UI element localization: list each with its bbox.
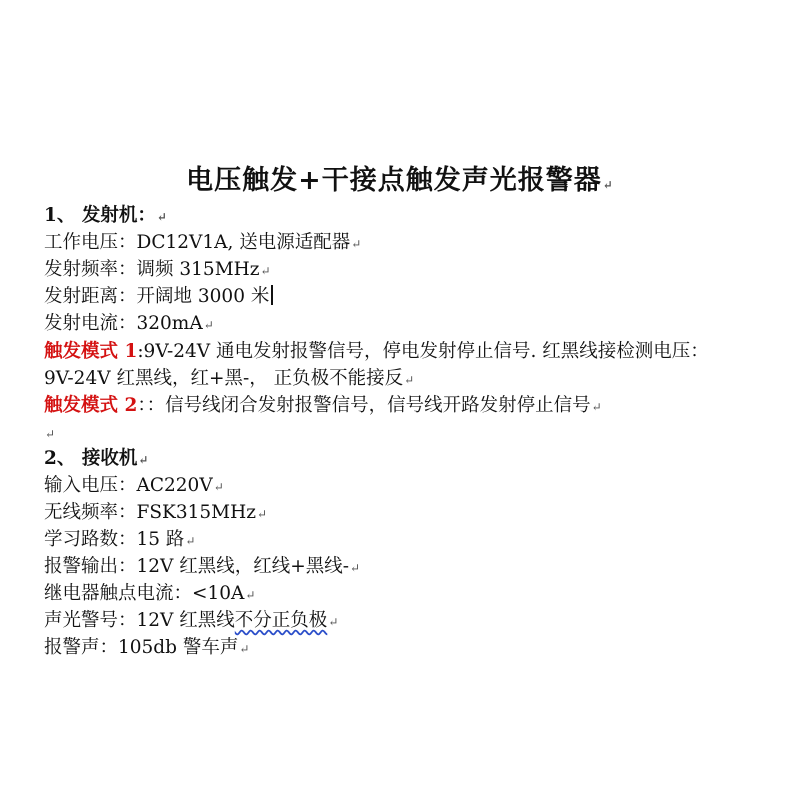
- receiver-siren: 声光警号：12V 红黑线不分正负极↵: [44, 610, 339, 631]
- paragraph-mark-icon: ↵: [404, 373, 415, 387]
- paragraph-mark-icon: ↵: [245, 588, 256, 602]
- trigger-mode-1-continued: 9V-24V 红黑线，红+黑-， 正负极不能接反↵: [44, 368, 415, 389]
- trigger-mode-2: 触发模式 2：：信号线闭合发射报警信号，信号线开路发射停止信号↵: [44, 395, 602, 416]
- paragraph-mark-icon: ↵: [602, 178, 614, 192]
- receiver-channels: 学习路数：15 路↵: [44, 529, 196, 550]
- paragraph-mark-icon: ↵: [45, 427, 56, 441]
- paragraph-mark-icon: ↵: [351, 237, 362, 251]
- paragraph-mark-icon: ↵: [591, 400, 602, 414]
- receiver-alarm-sound: 报警声：105db 警车声↵: [44, 637, 250, 658]
- paragraph-mark-icon: ↵: [239, 642, 250, 656]
- document-title: 电压触发+干接点触发声光报警器↵: [186, 165, 614, 196]
- transmitter-working-voltage: 工作电压：DC12V1A, 送电源适配器↵: [44, 232, 362, 253]
- empty-paragraph: [44, 421, 55, 446]
- receiver-wireless-frequency: 无线频率：FSK315MHz↵: [44, 502, 268, 523]
- paragraph-mark-icon: ↵: [260, 264, 271, 278]
- trigger-mode-1: 触发模式 1:9V-24V 通电发射报警信号，停电发射停止信号. 红黑线接检测电压：: [44, 341, 709, 362]
- receiver-input-voltage: 输入电压：AC220V↵: [44, 475, 224, 496]
- paragraph-mark-icon: ↵: [213, 480, 224, 494]
- paragraph-mark-icon: ↵: [138, 453, 149, 467]
- transmitter-heading: 1、 发射机：↵: [44, 205, 167, 226]
- receiver-heading: 2、 接收机↵: [44, 448, 149, 469]
- text-cursor: [271, 285, 273, 305]
- transmitter-distance: 发射距离：开阔地 3000 米: [44, 285, 273, 309]
- trigger-mode-2-label: 触发模式 2: [44, 395, 138, 416]
- paragraph-mark-icon: ↵: [328, 615, 339, 629]
- paragraph-mark-icon: ↵: [256, 507, 268, 521]
- receiver-alarm-output: 报警输出：12V 红黑线，红线+黑线-↵: [44, 556, 361, 577]
- transmitter-frequency: 发射频率：调频 315MHz↵: [44, 259, 271, 280]
- paragraph-mark-icon: ↵: [203, 318, 214, 332]
- trigger-mode-1-label: 触发模式 1: [44, 341, 138, 362]
- paragraph-mark-icon: ↵: [185, 534, 196, 548]
- transmitter-current: 发射电流：320mA↵: [44, 313, 214, 334]
- spellcheck-underline: 不分正负极: [234, 610, 328, 631]
- receiver-relay-current: 继电器触点电流：<10A↵: [44, 583, 256, 604]
- paragraph-mark-icon: ↵: [156, 210, 167, 224]
- paragraph-mark-icon: ↵: [350, 561, 361, 575]
